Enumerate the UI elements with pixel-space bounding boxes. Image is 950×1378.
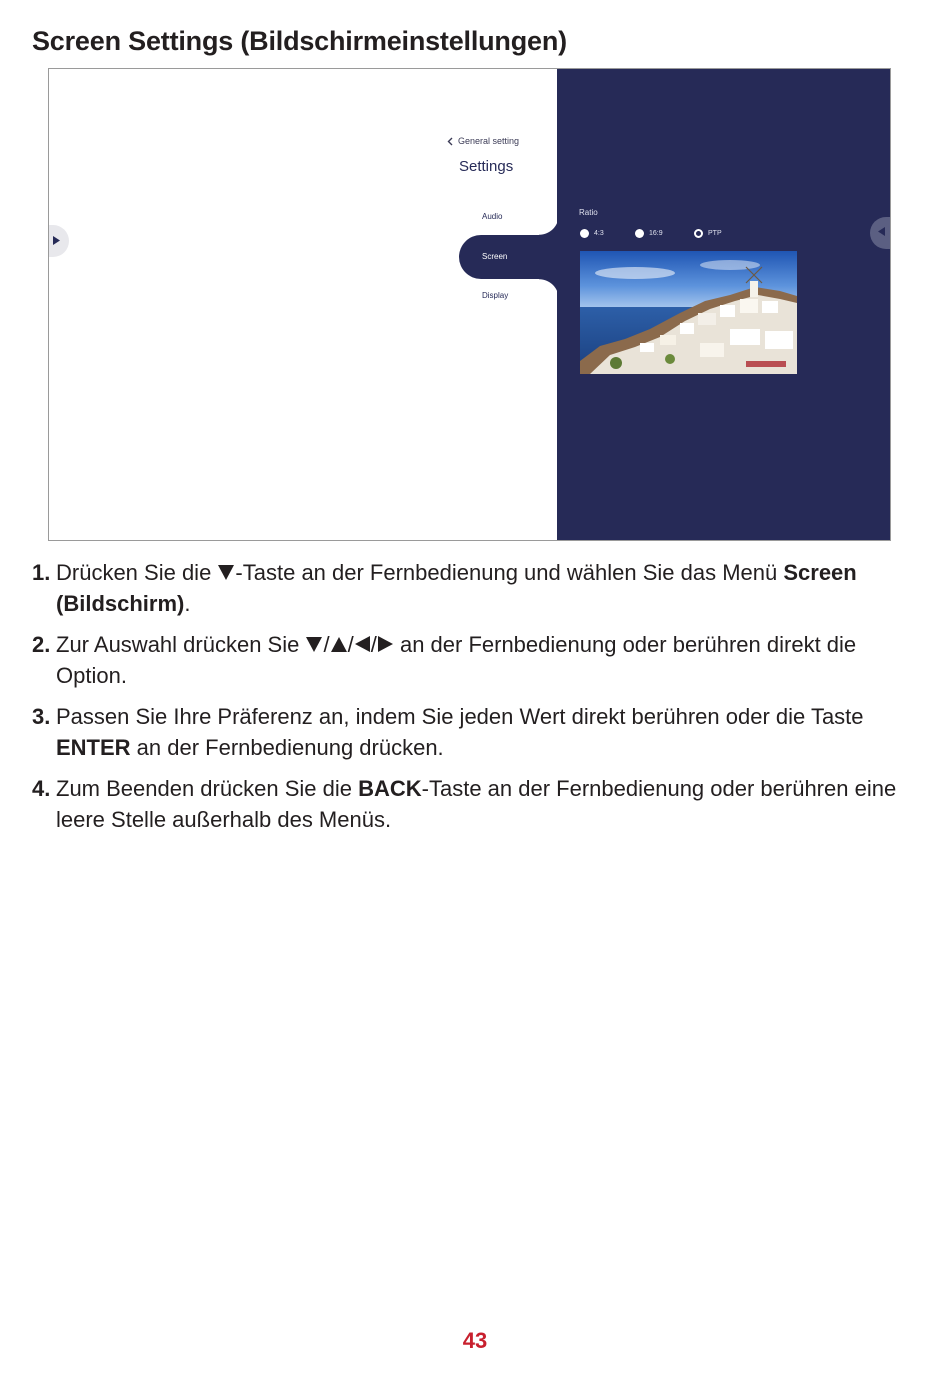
step-4: [32, 773, 922, 835]
step-text: -Taste an der Fernbedienung oder berühren eine leere Stelle außerhalb des Menüs.: [56, 776, 897, 832]
screen-settings-screenshot: [48, 68, 891, 541]
step-number: 2.: [32, 632, 51, 657]
triangle-down-icon: [306, 637, 322, 652]
step-2: [32, 629, 922, 691]
active-tab-curve-top: [539, 215, 559, 235]
step-text: Zur Auswahl drücken Sie: [56, 632, 306, 657]
page-number: 43: [462, 1328, 488, 1353]
step-1: [32, 557, 922, 619]
step-3: [32, 701, 922, 763]
step-text: .: [184, 591, 191, 616]
triangle-right-icon: [378, 636, 393, 652]
ratio-option-16-9[interactable]: [635, 229, 694, 238]
triangle-up-icon: [331, 637, 347, 652]
step-text: Drücken Sie die: [56, 560, 218, 585]
ratio-option-ptp[interactable]: [694, 229, 722, 238]
separator: /: [323, 632, 330, 657]
ratio-option-label: 4:3: [594, 230, 604, 237]
separator: /: [370, 632, 377, 657]
ratio-option-label: 16:9: [649, 230, 663, 237]
ratio-option-4-3[interactable]: [580, 229, 635, 238]
step-number: 4.: [32, 776, 51, 801]
play-left-icon: [878, 227, 885, 236]
left-edge-handle[interactable]: [48, 225, 69, 257]
back-link-general-setting[interactable]: [447, 136, 519, 146]
step-bold-text: ENTER: [56, 735, 131, 760]
triangle-left-icon: [355, 636, 370, 652]
separator: /: [347, 632, 354, 657]
play-right-icon: [53, 236, 60, 245]
step-number: 1.: [32, 560, 51, 585]
ratio-label: Ratio: [579, 208, 598, 217]
preview-photo-coastal-village: [580, 251, 797, 374]
menu-item-display[interactable]: Display: [482, 291, 509, 300]
step-bold-text: Screen (Bildschirm): [56, 560, 857, 616]
step-text: -Taste an der Fernbedienung und wählen Sie das Menü: [235, 560, 784, 585]
back-link-label: General setting: [458, 136, 520, 146]
menu-item-screen[interactable]: Screen: [459, 235, 559, 279]
radio-button-selected[interactable]: [694, 229, 703, 238]
active-tab-curve-bottom: [539, 279, 559, 299]
radio-button[interactable]: [635, 229, 644, 238]
step-text: Passen Sie Ihre Präferenz an, indem Sie jeden Wert direkt berühren oder die Taste: [56, 704, 864, 729]
step-number: 3.: [32, 704, 51, 729]
triangle-down-icon: [218, 565, 234, 580]
ratio-radio-group: [580, 229, 722, 238]
step-text: an der Fernbedienung drücken.: [130, 735, 444, 760]
ratio-option-label: PTP: [708, 230, 722, 237]
step-text: Zum Beenden drücken Sie die: [56, 776, 359, 801]
step-text: an der Fernbedienung oder berühren direkt die Option.: [56, 632, 857, 688]
instruction-steps: [32, 557, 922, 845]
step-bold-text: BACK: [358, 776, 422, 801]
settings-title: Settings: [459, 158, 514, 175]
chevron-left-icon: [447, 137, 453, 146]
menu-item-audio[interactable]: Audio: [482, 212, 503, 221]
radio-button[interactable]: [580, 229, 589, 238]
page-title: Screen Settings (Bildschirmeinstellungen): [32, 26, 567, 56]
